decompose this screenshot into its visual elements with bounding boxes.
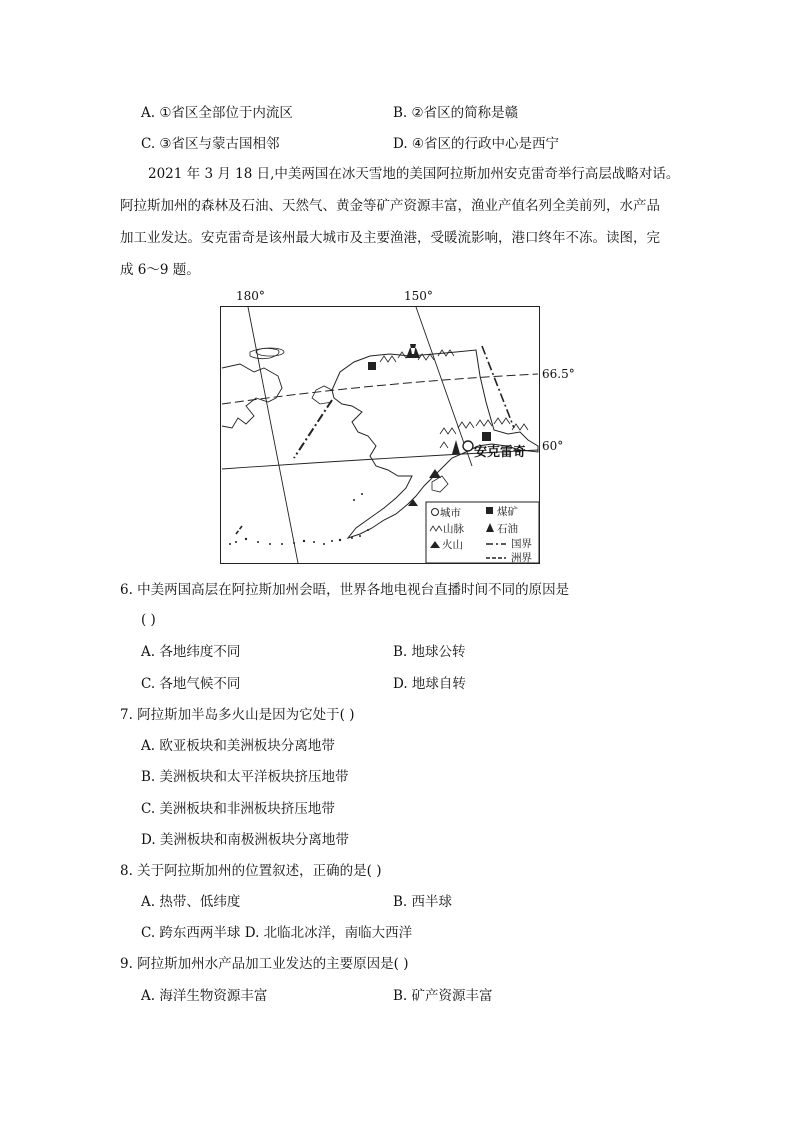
alaska-map [220, 306, 540, 564]
q8-option-a: A. 热带、低纬度 [141, 894, 241, 910]
q8-option-b: B. 西半球 [393, 894, 453, 910]
passage-line-1: 2021 年 3 月 18 日,中美两国在冰天雪地的美国阿拉斯加州安克雷奇举行高层战略对话。 [148, 166, 680, 182]
q6-option-c: C. 各地气候不同 [141, 676, 241, 692]
q5-option-d: D. ④省区的行政中心是西宁 [393, 136, 560, 152]
q7-stem: 7. 阿拉斯加半岛多火山是因为它处于( ) [120, 707, 355, 723]
legend-city-label: 城市 [440, 507, 461, 519]
anchorage-city-symbol [463, 441, 473, 451]
legend-city-icon [432, 509, 439, 516]
legend-coal-label: 煤矿 [497, 506, 518, 518]
q7-option-d: D. 美洲板块和南极洲板块分离地带 [141, 832, 349, 848]
q5-option-a: A. ①省区全部位于内流区 [141, 105, 293, 121]
legend-oil-label: 石油 [497, 523, 518, 535]
q5-option-c: C. ③省区与蒙古国相邻 [141, 136, 280, 152]
passage-line-3: 加工业发达。安克雷奇是该州最大城市及主要渔港，受暖流影响，港口终年不冻。读图，完 [120, 230, 660, 246]
lon-180-label: 180° [236, 289, 265, 303]
legend-coal-icon [486, 507, 493, 514]
lat-60-label: 60° [542, 439, 564, 453]
lon-150-label: 150° [404, 289, 433, 303]
q8-stem: 8. 关于阿拉斯加州的位置叙述，正确的是( ) [120, 863, 382, 879]
passage-line-4: 成 6～9 题。 [120, 262, 200, 278]
q7-option-a: A. 欧亚板块和美洲板块分离地带 [141, 738, 335, 754]
coal-south [482, 432, 491, 441]
q9-option-a: A. 海洋生物资源丰富 [141, 988, 268, 1004]
q6-option-d: D. 地球自转 [393, 676, 466, 692]
passage [120, 158, 680, 286]
legend-volcano-label: 火山 [442, 539, 463, 551]
q5-option-b: B. ②省区的简称是赣 [393, 105, 519, 121]
legend-continent-border-label: 洲界 [511, 552, 532, 564]
q7-option-c: C. 美洲板块和非洲板块挤压地带 [141, 801, 335, 817]
q6-blank: ( ) [141, 612, 156, 628]
lat-665-label: 66.5° [542, 367, 575, 381]
q6-stem: 6. 中美两国高层在阿拉斯加州会晤，世界各地电视台直播时间不同的原因是 [120, 582, 570, 598]
q7-option-b: B. 美洲板块和太平洋板块挤压地带 [141, 769, 349, 785]
coal-north [368, 362, 376, 370]
q6-option-a: A. 各地纬度不同 [141, 644, 241, 660]
legend-mountain-label: 山脉 [443, 523, 464, 535]
q6-option-b: B. 地球公转 [393, 644, 466, 660]
q8-option-c-d: C. 跨东西两半球 D. 北临北冰洋，南临大西洋 [141, 925, 413, 941]
anchorage-label: 安克雷奇 [474, 445, 527, 460]
q9-stem: 9. 阿拉斯加州水产品加工业发达的主要原因是( ) [120, 956, 409, 972]
passage-line-2: 阿拉斯加州的森林及石油、天然气、黄金等矿产资源丰富，渔业产值名列全美前列，水产品 [120, 198, 660, 214]
legend-national-border-label: 国界 [511, 538, 532, 550]
q9-option-b: B. 矿产资源丰富 [393, 988, 493, 1004]
